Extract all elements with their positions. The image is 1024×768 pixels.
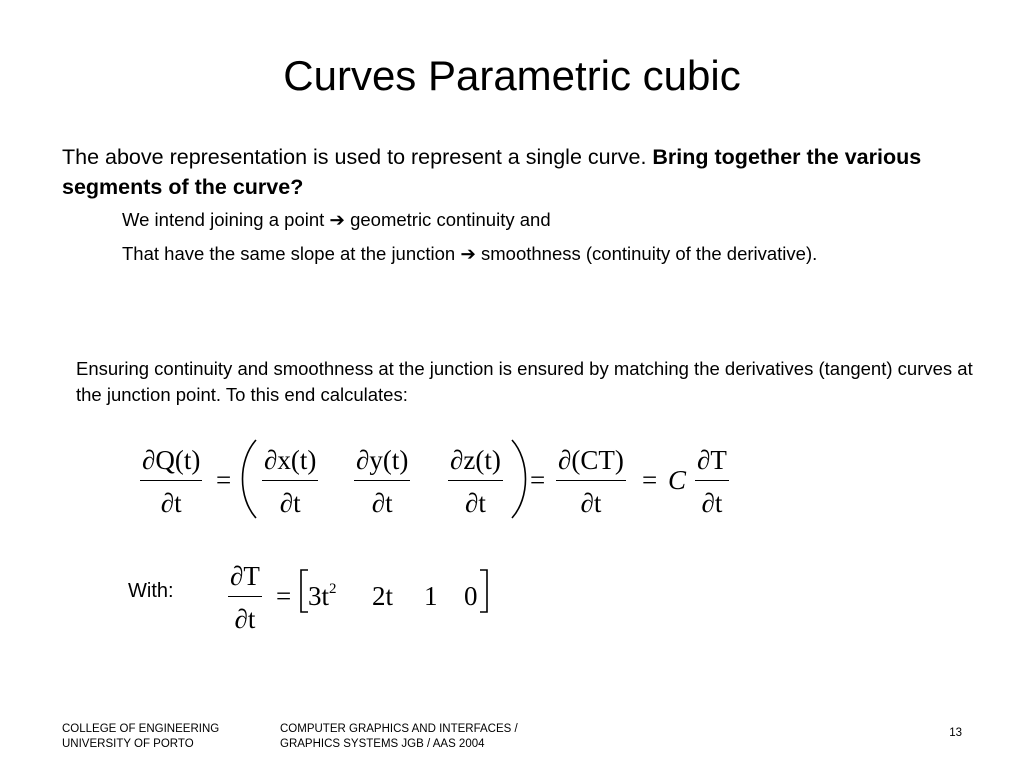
with-label: With: — [128, 580, 174, 602]
page-number: 13 — [949, 727, 962, 739]
fraction-numerator: ∂T — [697, 445, 727, 475]
ensuring-paragraph: Ensuring continuity and smoothness at the junction is ensured by matching the derivatives (tangent) curves at the junction point. To this end calculates: — [76, 358, 973, 405]
equals-sign: = — [276, 581, 292, 611]
footer-course — [280, 722, 518, 752]
fraction-denominator: ∂t — [701, 488, 723, 518]
arrow-icon: ➔ — [329, 209, 345, 230]
arrow-icon: ➔ — [460, 243, 476, 264]
fraction-numerator: ∂T — [230, 561, 260, 591]
matrix-symbol-c: C — [668, 465, 687, 495]
equals-sign: = — [642, 465, 658, 495]
footer-line: UNIVERSITY OF PORTO — [62, 738, 194, 750]
intro-text: The above representation is used to represent a single curve. — [62, 145, 653, 169]
footer-line: GRAPHICS SYSTEMS JGB / AAS 2004 — [280, 738, 485, 750]
superscript: 2 — [329, 581, 337, 597]
fraction-denominator: ∂t — [234, 604, 256, 634]
row-entry-text: 3t — [308, 581, 330, 611]
slide-title: Curves Parametric cubic — [283, 52, 741, 99]
fraction-numerator: ∂y(t) — [356, 445, 409, 475]
sub-point-text-before: That have the same slope at the junction — [122, 243, 461, 264]
equals-sign: = — [216, 465, 232, 495]
footer-institution — [62, 722, 219, 752]
right-bracket — [478, 568, 490, 614]
sub-point-text-after: geometric continuity and — [344, 209, 551, 230]
row-entry-3t — [308, 582, 337, 615]
sub-point-text-before: We intend joining a point — [122, 209, 330, 230]
equals-sign: = — [530, 465, 546, 495]
fraction-bar — [228, 596, 262, 597]
fraction-dT-dt — [228, 562, 262, 633]
fraction-numerator: ∂Q(t) — [142, 445, 201, 475]
intro-bold-text: Bring together the various segments of the curve? — [62, 145, 922, 199]
row-entry-1: 1 — [424, 581, 438, 611]
sub-point-text-after: smoothness (continuity of the derivative). — [475, 243, 818, 264]
fraction-numerator: ∂x(t) — [264, 445, 317, 475]
row-entry-2t: 2t — [372, 581, 394, 611]
fraction-denominator: ∂t — [371, 488, 393, 518]
fraction-denominator: ∂t — [160, 488, 182, 518]
row-entry-0: 0 — [464, 581, 478, 611]
fraction-denominator: ∂t — [279, 488, 301, 518]
fraction-denominator: ∂t — [580, 488, 602, 518]
fraction-denominator: ∂t — [464, 488, 486, 518]
fraction-numerator: ∂(CT) — [558, 445, 624, 475]
footer-line: COLLEGE OF ENGINEERING — [62, 723, 220, 735]
fraction-numerator: ∂z(t) — [450, 445, 501, 475]
footer-line: COMPUTER GRAPHICS AND INTERFACES / — [280, 723, 518, 735]
